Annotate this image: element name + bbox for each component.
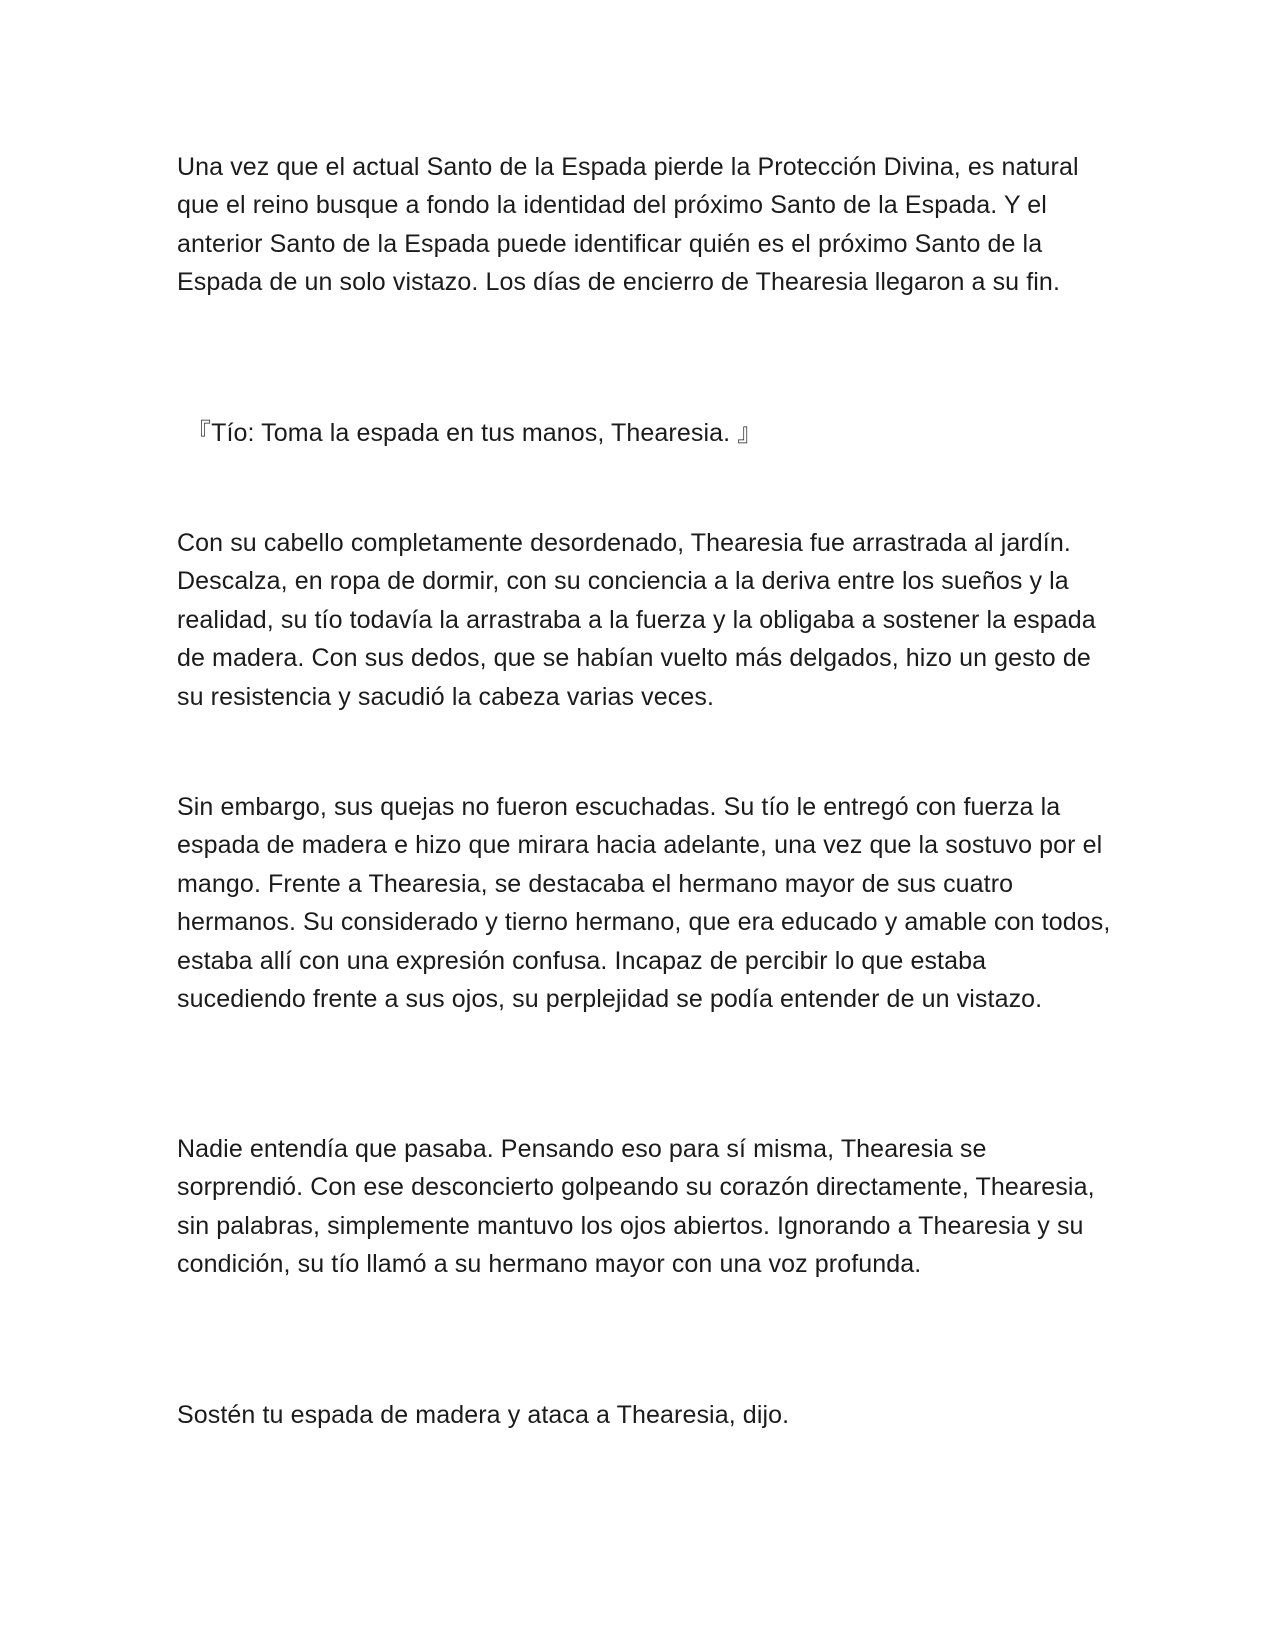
paragraph: Con su cabello completamente desordenado, Thearesia fue arrastrada al jardín. Descalza, en ropa de dormir, con su conciencia a la deriva entre los sueños y la realidad, su tío todavía la arrastraba a la fuerza y la obligaba a sostener la espada de madera. Con sus dedos, que se habían vuelto más delgados, hizo un gesto de su resistencia y sacudió la cabeza varias veces. [177,529,1096,711]
paragraph: Nadie entendía que pasaba. Pensando eso para sí misma, Thearesia se sorprendió. Con ese desconcierto golpeando su corazón directamente, Thearesia, sin palabras, simplemente mantuvo los ojos abiertos. Ignorando a Thearesia y su condición, su tío llamó a su hermano mayor con una voz profunda. [177,1135,1095,1279]
paragraph: Una vez que el actual Santo de la Espada pierde la Protección Divina, es natural que el reino busque a fondo la identidad del próximo Santo de la Espada. Y el anterior Santo de la Espada puede identificar quién es el próximo Santo de la Espada de un solo vistazo. Los días de encierro de Thearesia llegaron a su fin. [177,153,1079,297]
paragraph: Sin embargo, sus quejas no fueron escuchadas. Su tío le entregó con fuerza la espada de madera e hizo que mirara hacia adelante, una vez que la sostuvo por el mango. Frente a Thearesia, se destacaba el hermano mayor de sus cuatro hermanos. Su considerado y tierno hermano, que era educado y amable con todos, estaba allí con una expresión confusa. Incapaz de percibir lo que estaba sucediendo frente a sus ojos, su perplejidad se podía entender de un vistazo. [177,793,1111,1014]
paragraph: Sostén tu espada de madera y ataca a Thearesia, dijo. [177,1401,790,1429]
dialogue-line: 『Tío: Toma la espada en tus manos, Thearesia. 』 [186,419,763,447]
